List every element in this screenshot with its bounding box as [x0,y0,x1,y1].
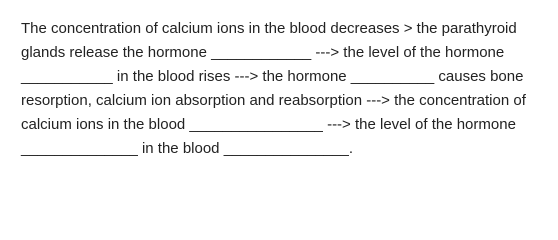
question-text: The concentration of calcium ions in the blood decreases > the parathyroid glands release the hormone ____________ ---> the level of the hormone ___________ in the blood rises ---> the hormone __________ causes bone resorption, calcium ion absorption and reabsorption ---> the concentration of calcium ions in the blood ________________ ---> the level of the hormone ______________ in the blood _______________. [21,20,526,157]
